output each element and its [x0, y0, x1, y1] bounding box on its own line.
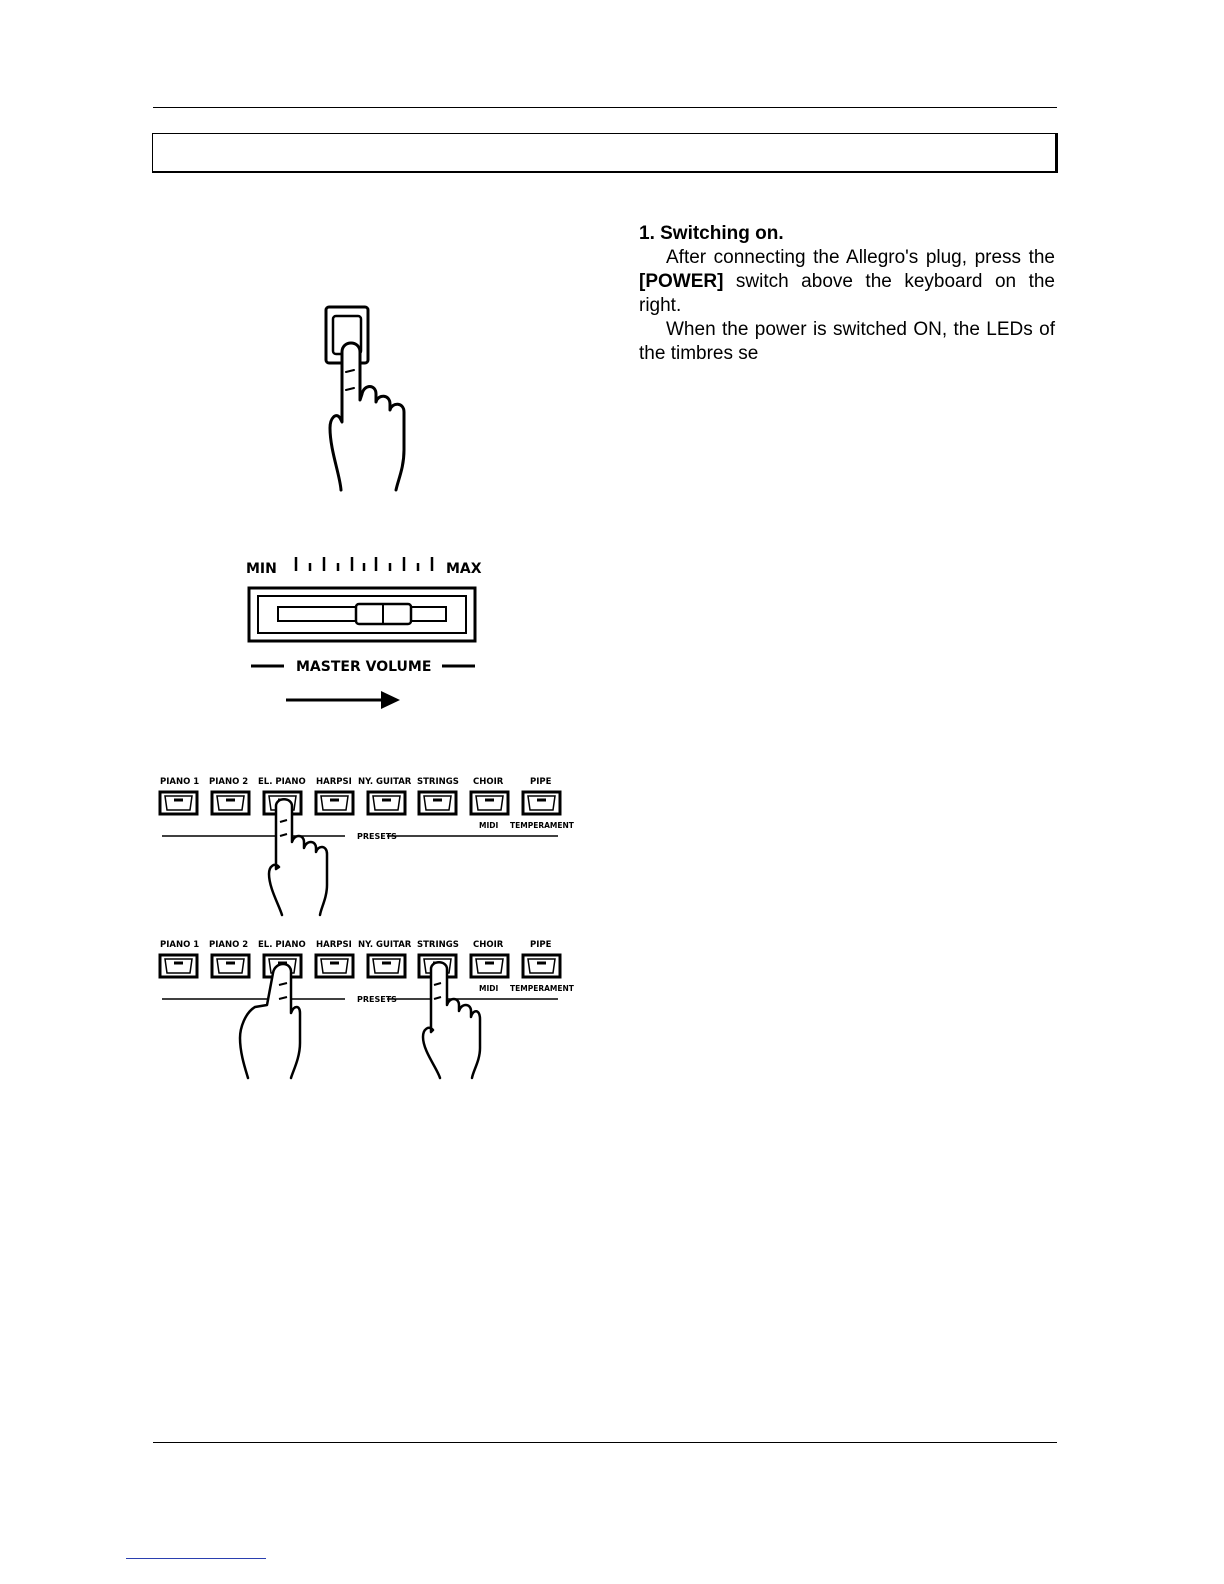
midi-label: MIDI [479, 984, 499, 993]
power-switch-illustration [318, 300, 418, 495]
paragraph-power-text-1: After connecting the Allegro's plug, press the [666, 247, 1055, 268]
preset-label-piano2: PIANO 2 [209, 777, 249, 787]
preset-button [523, 792, 560, 814]
min-label: MIN [246, 561, 277, 577]
footer-link-underline [126, 1558, 266, 1559]
preset-button [368, 955, 405, 977]
power-key-label: [POWER] [639, 271, 724, 292]
preset-label-pipe: PIPE [530, 777, 552, 787]
pressing-hand-icon [269, 799, 327, 915]
preset-label-choir: CHOIR [473, 940, 504, 950]
pressing-hand-icon [423, 962, 480, 1078]
pressing-hand-icon [240, 964, 300, 1078]
section-title-box [152, 133, 1058, 173]
preset-label-ny-guitar: NY. GUITAR [358, 940, 412, 950]
paragraph-power-text-2: switch above the keyboard on the right. [639, 271, 1055, 316]
header-rule [153, 107, 1057, 108]
preset-label-el-piano: EL. PIANO [258, 777, 306, 787]
volume-scale-ticks [296, 557, 432, 571]
master-volume-illustration [244, 555, 489, 715]
paragraph-power [639, 246, 1055, 318]
instruction-text [639, 222, 1055, 366]
preset-buttons [160, 955, 560, 977]
preset-button [160, 792, 197, 814]
preset-panel-single [155, 770, 575, 920]
master-volume-caption: MASTER VOLUME [296, 659, 432, 675]
pressing-hand-icon [330, 343, 404, 490]
preset-button [160, 955, 197, 977]
presets-group-label: PRESETS [357, 832, 397, 841]
temperament-label: TEMPERAMENT [510, 984, 574, 993]
preset-label-pipe: PIPE [530, 940, 552, 950]
preset-button [212, 792, 249, 814]
footer-rule [153, 1442, 1057, 1443]
preset-button [212, 955, 249, 977]
preset-label-harpsi: HARPSI [316, 940, 352, 950]
preset-label-piano1: PIANO 1 [160, 940, 200, 950]
presets-group-label: PRESETS [357, 995, 397, 1004]
preset-label-choir: CHOIR [473, 777, 504, 787]
preset-label-strings: STRINGS [417, 777, 459, 787]
preset-button [316, 792, 353, 814]
preset-button [471, 955, 508, 977]
preset-button [419, 792, 456, 814]
preset-label-piano1: PIANO 1 [160, 777, 200, 787]
preset-button [316, 955, 353, 977]
preset-buttons [160, 792, 560, 814]
temperament-label: TEMPERAMENT [510, 821, 574, 830]
preset-label-piano2: PIANO 2 [209, 940, 249, 950]
preset-label-el-piano: EL. PIANO [258, 940, 306, 950]
max-label: MAX [446, 561, 482, 577]
section-heading: 1. Switching on. [639, 223, 784, 244]
preset-label-ny-guitar: NY. GUITAR [358, 777, 412, 787]
midi-label: MIDI [479, 821, 499, 830]
preset-button [471, 792, 508, 814]
preset-label-harpsi: HARPSI [316, 777, 352, 787]
preset-label-strings: STRINGS [417, 940, 459, 950]
preset-button [368, 792, 405, 814]
preset-button [523, 955, 560, 977]
paragraph-leds: When the power is switched ON, the LEDs of the timbres se [639, 319, 1055, 364]
preset-panel-combination [155, 933, 575, 1083]
